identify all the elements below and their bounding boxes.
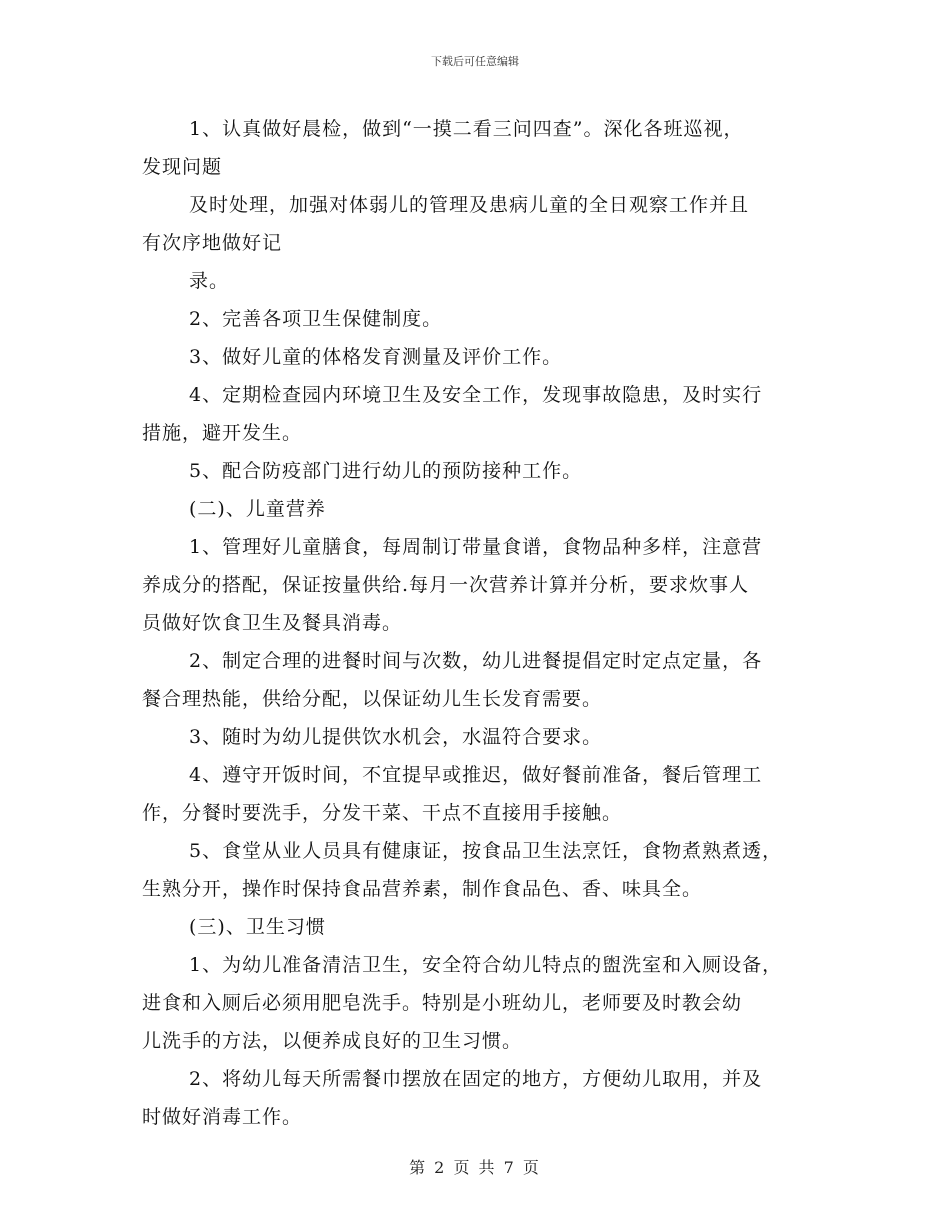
text-line: 进食和入厕后必须用肥皂洗手。特别是小班幼儿，老师要及时教会幼 (142, 992, 743, 1014)
text-line: 2、制定合理的进餐时间与次数，幼儿进餐提倡定时定点定量，各 (189, 650, 763, 672)
text-line: 生熟分开，操作时保持食品营养素，制作食品色、香、味具全。 (142, 878, 703, 900)
text-line: 5、配合防疫部门进行幼儿的预防接种工作。 (189, 460, 583, 482)
text-line: 录。 (189, 270, 230, 292)
text-line: 1、为幼儿准备清洁卫生，安全符合幼儿特点的盥洗室和入厕设备， (189, 954, 783, 976)
text-line: 2、完善各项卫生保健制度。 (189, 308, 443, 330)
document-body (142, 110, 822, 1136)
text-line: (三)、卫生习惯 (189, 916, 326, 938)
text-line: 3、做好儿童的体格发育测量及评价工作。 (189, 346, 563, 368)
page-header: 下载后可任意编辑 (431, 55, 519, 68)
text-line: 2、将幼儿每天所需餐巾摆放在固定的地方，方便幼儿取用，并及 (189, 1068, 763, 1090)
text-line: 及时处理，加强对体弱儿的管理及患病儿童的全日观察工作并且 (189, 194, 750, 216)
text-line: 1、认真做好晨检，做到“一摸二看三问四查”。深化各班巡视， (189, 118, 744, 140)
text-line: (二)、儿童营养 (189, 498, 326, 520)
text-line: 3、随时为幼儿提供饮水机会，水温符合要求。 (189, 726, 603, 748)
text-line: 发现问题 (142, 156, 223, 178)
text-line: 4、遵守开饭时间，不宜提早或推迟，做好餐前准备，餐后管理工 (189, 764, 763, 786)
text-line: 餐合理热能，供给分配，以保证幼儿生长发育需要。 (142, 688, 603, 710)
text-line: 员做好饮食卫生及餐具消毒。 (142, 612, 403, 634)
text-line: 儿洗手的方法，以便养成良好的卫生习惯。 (142, 1030, 523, 1052)
text-line: 养成分的搭配，保证按量供给.每月一次营养计算并分析，要求炊事人 (142, 574, 750, 596)
text-line: 1、管理好儿童膳食，每周制订带量食谱，食物品种多样，注意营 (189, 536, 763, 558)
page-footer: 第 2 页 共 7 页 (409, 1158, 541, 1177)
text-line: 时做好消毒工作。 (142, 1106, 303, 1128)
text-line: 措施，避开发生。 (142, 422, 303, 444)
text-line: 4、定期检查园内环境卫生及安全工作，发现事故隐患，及时实行 (189, 384, 763, 406)
text-line: 5、食堂从业人员具有健康证，按食品卫生法烹饪，食物煮熟煮透， (189, 840, 783, 862)
text-line: 有次序地做好记 (142, 232, 283, 254)
text-line: 作，分餐时要洗手，分发干菜、干点不直接用手接触。 (142, 802, 623, 824)
